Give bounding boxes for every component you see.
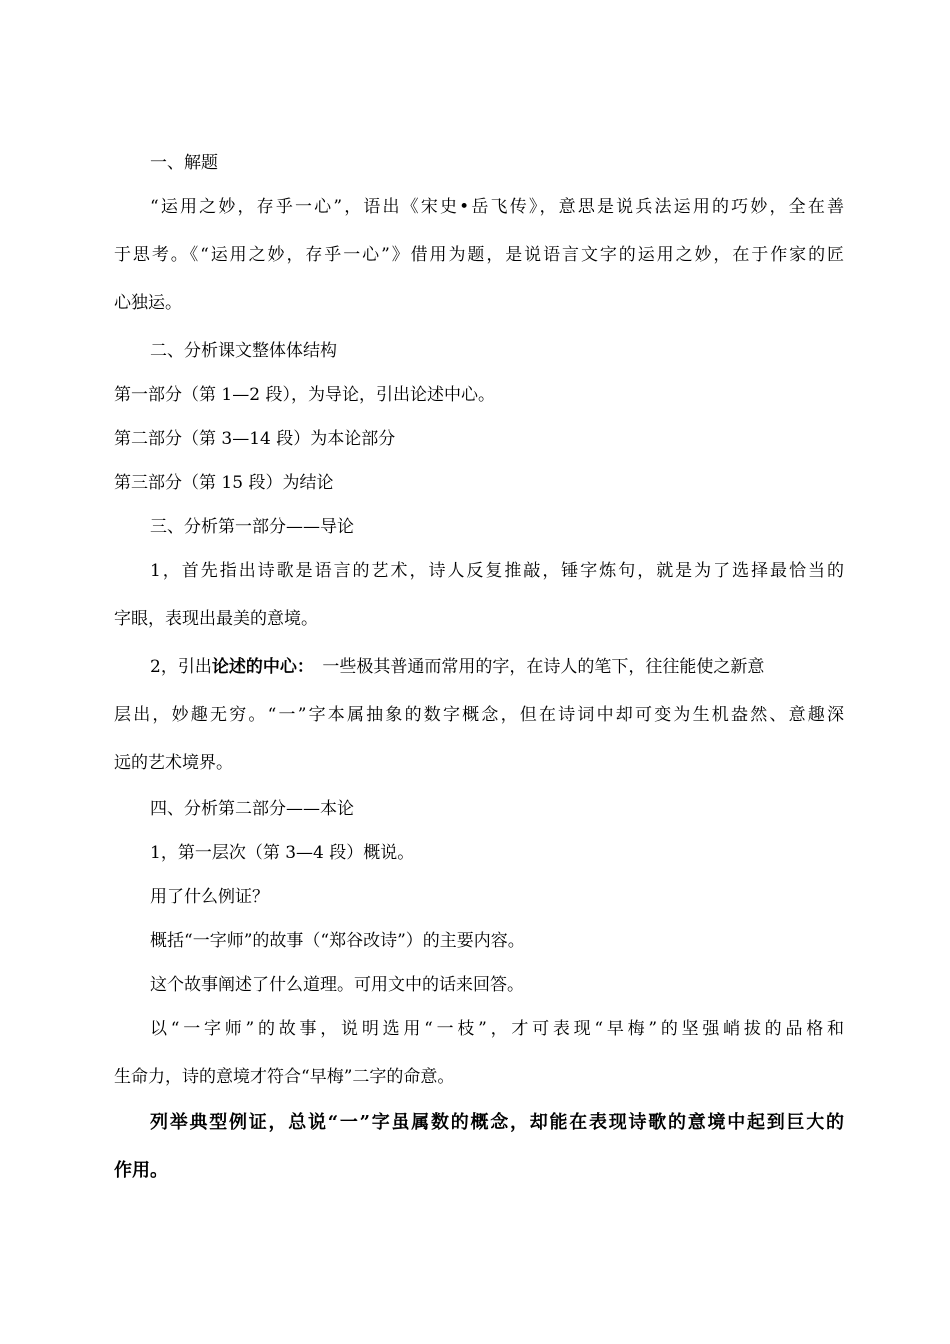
section-3-heading: 三、分析第一部分——导论: [150, 517, 354, 537]
section-2-part-2: 第二部分（第 3—14 段）为本论部分: [114, 429, 396, 449]
section-2-heading: 二、分析课文整体体结构: [150, 341, 337, 361]
section-1-paragraph-line-1: “运用之妙，存乎一心”，语出《宋史•岳飞传》，意思是说兵法运用的巧妙，全在善: [150, 197, 844, 217]
item-2-text: 一些极其普通而常用的字，在诗人的笔下，往往能使之新意: [305, 657, 765, 677]
section-4-explanation-line-2: 生命力，诗的意境才符合“早梅”二字的命意。: [114, 1067, 455, 1087]
section-2-part-3: 第三部分（第 15 段）为结论: [114, 473, 334, 493]
section-3-item-1-line-2: 字眼，表现出最美的意境。: [114, 609, 318, 629]
section-4-summary-line-2: 作用。: [114, 1160, 168, 1181]
section-4-heading: 四、分析第二部分——本论: [150, 799, 354, 819]
section-4-item-1: 1，第一层次（第 3—4 段）概说。: [150, 843, 415, 863]
section-4-explanation-line-1: 以“一字师”的故事，说明选用“一枝”，才可表现“早梅”的坚强峭拔的品格和: [150, 1019, 844, 1039]
section-3-item-1-line-1: 1，首先指出诗歌是语言的艺术，诗人反复推敲，锤字炼句，就是为了选择最恰当的: [150, 561, 844, 581]
item-2-prefix: 2，引出: [150, 657, 212, 677]
section-3-item-2-line-1: [150, 655, 844, 679]
section-3-item-2-line-3: 远的艺术境界。: [114, 753, 233, 773]
section-4-question-2: 概括“一字师”的故事（“郑谷改诗”）的主要内容。: [150, 931, 525, 951]
central-thesis-label: 论述的中心：: [211, 657, 306, 677]
section-1-paragraph-line-3: 心独运。: [114, 293, 182, 313]
section-2-part-1: 第一部分（第 1—2 段），为导论，引出论述中心。: [114, 385, 495, 405]
section-4-summary-line-1: 列举典型例证，总说“一”字虽属数的概念，却能在表现诗歌的意境中起到巨大的: [150, 1112, 844, 1133]
section-1-paragraph-line-2: 于思考。《“运用之妙，存乎一心”》借用为题，是说语言文字的运用之妙，在于作家的匠: [114, 245, 844, 265]
section-3-item-2-line-2: 层出，妙趣无穷。“一”字本属抽象的数字概念，但在诗词中却可变为生机盎然、意趣深: [114, 705, 844, 725]
section-4-question-1: 用了什么例证？: [150, 887, 269, 907]
section-1-heading: 一、解题: [150, 153, 218, 173]
section-4-question-3: 这个故事阐述了什么道理。可用文中的话来回答。: [150, 975, 524, 995]
